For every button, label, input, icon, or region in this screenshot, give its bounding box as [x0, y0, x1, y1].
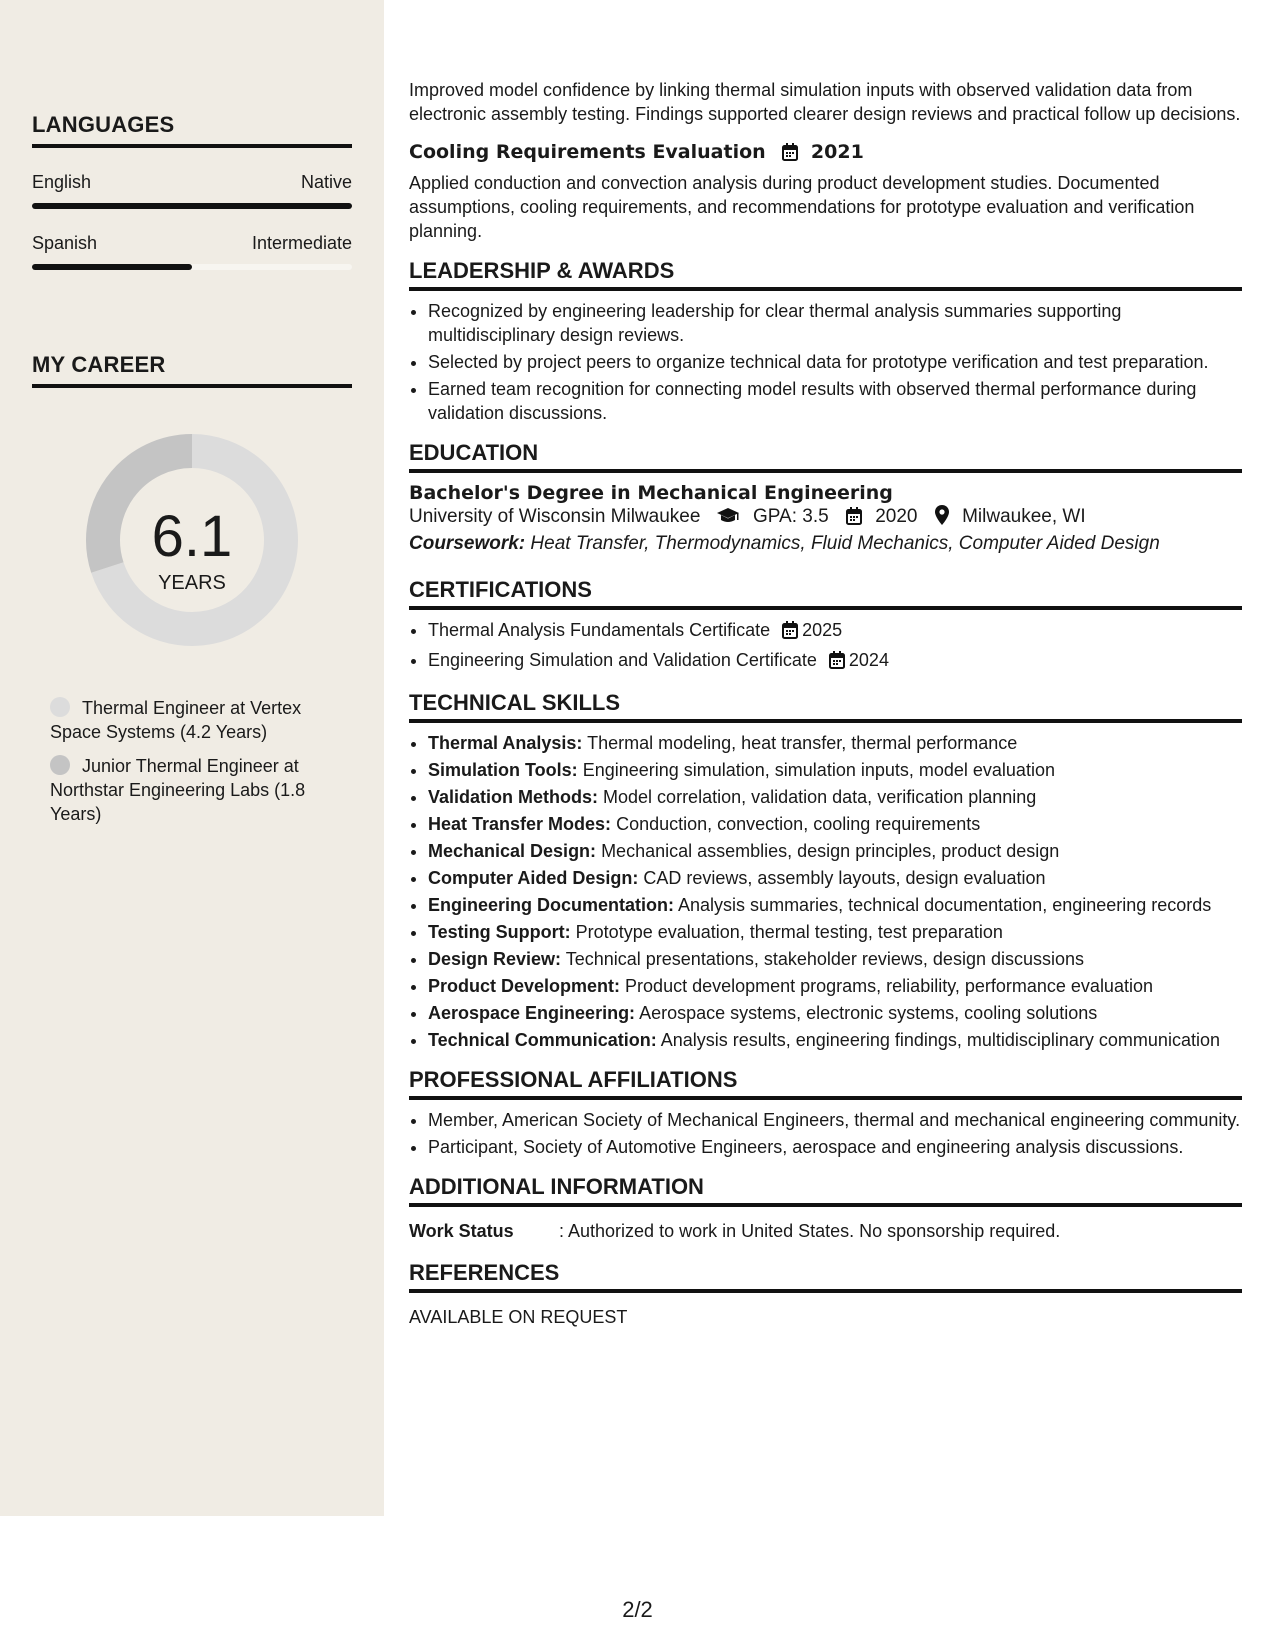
skill-label: Product Development:	[428, 976, 621, 996]
additional-section	[409, 1175, 1242, 1243]
coursework	[409, 532, 1242, 556]
coursework-list: Heat Transfer, Thermodynamics, Fluid Mechanics, Computer Aided Design	[530, 533, 1160, 554]
skill-value: Technical presentations, stakeholder reviews, design discussions	[565, 949, 1085, 969]
skill-item	[428, 1028, 1242, 1052]
career-total: 6.1	[151, 504, 233, 569]
certification-year: 2025	[802, 620, 843, 640]
skills-title: TECHNICAL SKILLS	[409, 691, 1242, 723]
project-entry	[409, 140, 1242, 243]
skill-label: Design Review:	[428, 949, 562, 969]
graduation-year: 2020	[875, 506, 918, 527]
skill-value: Prototype evaluation, thermal testing, test preparation	[575, 922, 1003, 942]
references-section	[409, 1261, 1242, 1329]
language-proficiency-bar	[32, 203, 352, 209]
leadership-list	[409, 299, 1242, 425]
skill-item	[428, 974, 1242, 998]
career-unit: YEARS	[158, 572, 226, 594]
leadership-title: LEADERSHIP & AWARDS	[409, 259, 1242, 291]
legend-dot	[50, 755, 70, 775]
skill-value: Analysis summaries, technical documentation, engineering records	[678, 895, 1212, 915]
skill-value: Conduction, convection, cooling requirements	[616, 814, 981, 834]
coursework-label: Coursework:	[409, 533, 526, 554]
education-title: EDUCATION	[409, 441, 1242, 473]
skill-label: Mechanical Design:	[428, 841, 597, 861]
skill-item	[428, 1001, 1242, 1025]
language-name: Spanish	[32, 233, 98, 253]
career-legend-item	[50, 696, 330, 744]
affiliations-list	[409, 1108, 1242, 1159]
skill-item	[428, 839, 1242, 863]
affiliations-section	[409, 1068, 1242, 1159]
calendar-icon	[829, 651, 845, 675]
skill-item	[428, 785, 1242, 809]
project-heading	[409, 140, 1242, 167]
career-legend	[50, 696, 330, 836]
skill-item	[428, 866, 1242, 890]
education-details	[409, 505, 1242, 532]
skill-item	[428, 920, 1242, 944]
leadership-item: • Recognized by engineering leadership for clear thermal analysis summaries supporting multidisciplinary design reviews.	[428, 299, 1242, 347]
degree: Bachelor's Degree in Mechanical Engineering	[409, 482, 893, 504]
skill-label: Testing Support:	[428, 922, 571, 942]
skill-label: Thermal Analysis:	[428, 733, 583, 753]
language-proficiency-bar	[32, 264, 352, 270]
certification-name: Engineering Simulation and Validation Certificate	[428, 650, 817, 670]
certifications-section	[409, 578, 1242, 675]
leadership-item: • Earned team recognition for connecting model results with observed thermal performance during validation discussions.	[428, 377, 1242, 425]
skill-item	[428, 731, 1242, 755]
project-description: Applied conduction and convection analysis during product development studies. Documented assumptions, cooling requirements, and recommendations for prototype evaluation and verification planning.	[409, 173, 1195, 241]
references-title: REFERENCES	[409, 1261, 1242, 1293]
career-donut	[32, 432, 352, 672]
skill-label: Aerospace Engineering:	[428, 1003, 636, 1023]
certifications-title: CERTIFICATIONS	[409, 578, 1242, 610]
skill-label: Computer Aided Design:	[428, 868, 639, 888]
language-row	[32, 172, 352, 193]
language-list	[32, 172, 352, 270]
skill-label: Heat Transfer Modes:	[428, 814, 612, 834]
language-row	[32, 233, 352, 254]
calendar-icon	[782, 621, 798, 645]
languages-section	[32, 112, 352, 270]
skill-item	[428, 812, 1242, 836]
skill-value: CAD reviews, assembly layouts, design evaluation	[643, 868, 1046, 888]
career-title: MY CAREER	[32, 352, 352, 388]
certification-year: 2024	[848, 650, 889, 670]
skill-label: Technical Communication:	[428, 1030, 657, 1050]
certification-name: Thermal Analysis Fundamentals Certificate	[428, 620, 771, 640]
career-legend-label: Thermal Engineer at Vertex Space Systems (4.2 Years)	[50, 698, 302, 742]
work-status-row	[409, 1219, 1242, 1243]
sidebar	[0, 0, 384, 1516]
skill-item	[428, 947, 1242, 971]
project-title: Cooling Requirements Evaluation	[409, 141, 766, 163]
language-level: Intermediate	[251, 233, 352, 253]
additional-title: ADDITIONAL INFORMATION	[409, 1175, 1242, 1207]
language-proficiency-fill	[32, 203, 352, 209]
skill-item	[428, 893, 1242, 917]
languages-title: LANGUAGES	[32, 112, 352, 148]
skill-label: Validation Methods:	[428, 787, 599, 807]
skill-item	[428, 758, 1242, 782]
skill-label: Simulation Tools:	[428, 760, 578, 780]
career-section	[32, 352, 352, 388]
leadership-item: • Selected by project peers to organize technical data for prototype verification and test preparation.	[428, 350, 1242, 374]
location-pin-icon	[935, 505, 949, 532]
language-proficiency-fill	[32, 264, 192, 270]
language-name: English	[32, 172, 92, 192]
skill-value: Engineering simulation, simulation inputs, model evaluation	[582, 760, 1055, 780]
career-legend-item	[50, 754, 330, 826]
skills-section	[409, 691, 1242, 1052]
skills-list	[409, 731, 1242, 1052]
certifications-list	[409, 618, 1242, 675]
skill-value: Mechanical assemblies, design principles, product design	[601, 841, 1060, 861]
career-legend-label: Junior Thermal Engineer at Northstar Engineering Labs (1.8 Years)	[50, 756, 306, 824]
calendar-icon	[782, 143, 798, 167]
certification-item	[428, 618, 1242, 645]
affiliation-item: • Participant, Society of Automotive Engineers, aerospace and engineering analysis discussions.	[428, 1135, 1242, 1159]
education-section	[409, 441, 1242, 556]
references-text: AVAILABLE ON REQUEST	[409, 1307, 628, 1327]
gpa: GPA: 3.5	[752, 506, 829, 527]
affiliations-title: PROFESSIONAL AFFILIATIONS	[409, 1068, 1242, 1100]
skill-value: Model correlation, validation data, verification planning	[603, 787, 1037, 807]
education-location: Milwaukee, WI	[962, 506, 1086, 527]
work-status-label: Work Status	[409, 1221, 514, 1241]
skill-value: Analysis results, engineering findings, multidisciplinary communication	[660, 1030, 1220, 1050]
legend-dot	[50, 697, 70, 717]
intro-paragraph: Improved model confidence by linking thermal simulation inputs with observed validation data from electronic assembly testing. Findings supported clearer design reviews and practical follow up decisions.	[409, 80, 1241, 124]
affiliation-item: • Member, American Society of Mechanical Engineers, thermal and mechanical engineering community.	[428, 1108, 1242, 1132]
graduation-cap-icon	[716, 507, 740, 532]
project-year: 2021	[810, 141, 864, 163]
calendar-icon	[846, 507, 862, 532]
certification-item	[428, 648, 1242, 675]
school-name: University of Wisconsin Milwaukee	[409, 506, 701, 527]
page-number: 2/2	[622, 1597, 653, 1622]
work-status-value: : Authorized to work in United States. No sponsorship required.	[559, 1221, 1061, 1241]
leadership-section	[409, 259, 1242, 425]
skill-value: Thermal modeling, heat transfer, thermal performance	[587, 733, 1018, 753]
skill-label: Engineering Documentation:	[428, 895, 675, 915]
main-content	[409, 78, 1242, 1329]
skill-value: Product development programs, reliability, performance evaluation	[625, 976, 1153, 996]
language-level: Native	[300, 172, 352, 192]
skill-value: Aerospace systems, electronic systems, cooling solutions	[639, 1003, 1098, 1023]
